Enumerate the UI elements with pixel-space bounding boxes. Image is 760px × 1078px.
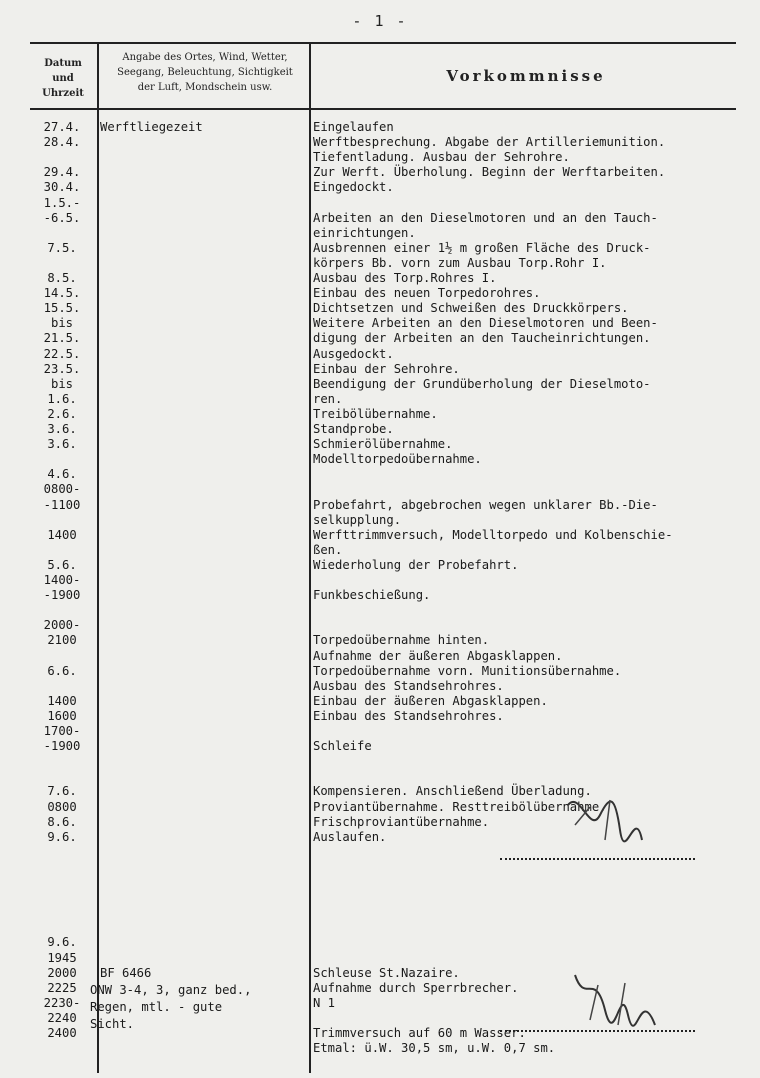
header-date-line-3: Uhrzeit (42, 88, 84, 99)
event-entry: Aufnahme durch Sperrbrecher. (313, 980, 519, 995)
event-entry: Werfttrimmversuch, Modelltorpedo und Kolbenschie- (313, 527, 673, 542)
event-entry: Torpedoübernahme vorn. Munitionsübernahme. (313, 663, 622, 678)
column-divider-2 (309, 43, 311, 1073)
date-entry: 1600 (47, 708, 77, 723)
event-entry: Torpedoübernahme hinten. (313, 633, 490, 648)
event-entry: Eingedockt. (313, 180, 394, 195)
event-entry: Standprobe. (313, 422, 394, 436)
event-entry: Einbau der Sehrohre. (313, 361, 460, 376)
date-entry: -1900 (43, 739, 81, 754)
header-place-line-1: Angabe des Ortes, Wind, Wetter, (122, 52, 288, 63)
header-date-time (34, 56, 92, 101)
date-entry: 6.6. (47, 663, 77, 678)
event-entry: ßen. (313, 542, 343, 557)
date-entry: 1.5.- (43, 195, 81, 210)
date-entry: 23.5. (43, 361, 81, 376)
date-entry: bis (50, 316, 73, 331)
date-entry: 9.6. (47, 935, 77, 950)
date-entry: 5.6. (47, 557, 77, 572)
event-entry: Trimmversuch auf 60 m Wasser. (313, 1026, 526, 1040)
date-entry: 2230- (43, 995, 81, 1010)
event-entry: Frischproviantübernahme. (313, 814, 490, 829)
date-entry: 0800 (47, 799, 77, 814)
date-entry: 1400 (47, 693, 77, 708)
date-entry: 1700- (43, 724, 81, 738)
date-entry: 1.6. (47, 391, 77, 406)
event-entry: Einbau des neuen Torpedorohres. (313, 286, 541, 301)
date-entry: 1400- (43, 573, 81, 587)
date-entry: bis (50, 376, 73, 391)
header-place-line-2: Seegang, Beleuchtung, Sichtigkeit (117, 67, 293, 78)
event-entry: Probefahrt, abgebrochen wegen unklarer Bb.-Die- (313, 497, 658, 512)
event-entry: Tiefentladung. Ausbau der Sehrohre. (313, 150, 570, 165)
date-entry: -1100 (43, 497, 81, 512)
date-entry: 8.5. (47, 271, 77, 285)
event-entry: Ausbau des Standsehrohres. (313, 678, 504, 693)
event-entry: Ausgedockt. (313, 346, 394, 361)
event-entry: Beendigung der Grundüberholung der Dieselmoto- (313, 376, 651, 391)
event-entry: Modelltorpedoübernahme. (313, 452, 482, 467)
event-entry: Treibölübernahme. (313, 406, 438, 421)
date-entry: 2000- (43, 618, 81, 633)
place-entry-shipyard: Werftliegezeit (100, 120, 203, 134)
signature-mark-1 (560, 785, 650, 855)
header-top-rule (30, 42, 736, 44)
event-entry: N 1 (313, 995, 336, 1010)
event-entry: Einbau des Standsehrohres. (313, 708, 504, 723)
event-entry: digung der Arbeiten an den Taucheinrichtungen. (313, 331, 651, 346)
event-entry: Ausbau des Torp.Rohres I. (313, 271, 497, 285)
date-entry: 2000 (47, 965, 77, 980)
place-entry-weather-2: Regen, mtl. - gute (90, 1000, 223, 1014)
event-entry: Proviantübernahme. Resttreibölübernahme. (313, 799, 607, 814)
date-entry: 30.4. (43, 180, 81, 195)
date-entry: 21.5. (43, 331, 81, 346)
event-entry: Ausbrennen einer 1½ m großen Fläche des Druck- (313, 240, 651, 255)
date-entry: 0800- (43, 482, 81, 497)
header-date-line-2: und (52, 73, 74, 84)
date-entry: 14.5. (43, 286, 81, 301)
date-entry: 8.6. (47, 814, 77, 829)
event-entry: Werftbesprechung. Abgabe der Artilleriemunition. (313, 135, 666, 150)
signature-mark-2 (570, 965, 660, 1035)
date-entry: 29.4. (43, 165, 81, 180)
event-entry: Auslaufen. (313, 829, 387, 844)
date-entry: 2100 (47, 633, 77, 648)
date-entry: 2.6. (47, 406, 77, 421)
place-entry-weather: ONW 3-4, 3, ganz bed., (90, 983, 252, 997)
event-entry: Schleuse St.Nazaire. (313, 965, 460, 980)
date-entry: 27.4. (43, 120, 81, 134)
event-entry: Funkbeschießung. (313, 588, 431, 603)
event-entry: Zur Werft. Überholung. Beginn der Werftarbeiten. (313, 165, 666, 180)
date-entry: 1400 (47, 527, 77, 542)
date-entry: 2240 (47, 1010, 77, 1025)
event-entry: selkupplung. (313, 512, 402, 527)
date-entry: 2225 (47, 980, 77, 995)
header-place-weather (102, 50, 308, 95)
date-entry: 4.6. (47, 467, 77, 482)
event-entry: Einbau der äußeren Abgasklappen. (313, 693, 548, 708)
header-events: Vorkommnisse (446, 67, 606, 85)
event-entry: Weitere Arbeiten an den Dieselmotoren und Been- (313, 316, 658, 331)
event-entry: Dichtsetzen und Schweißen des Druckkörpers. (313, 301, 629, 316)
event-entry: Eingelaufen (313, 120, 394, 134)
date-entry: 7.6. (47, 784, 77, 799)
event-entry: Etmal: ü.W. 30,5 sm, u.W. 0,7 sm. (313, 1041, 556, 1056)
date-entry: 2400 (47, 1026, 77, 1040)
place-entry-position: BF 6466 (100, 966, 152, 980)
date-entry: 28.4. (43, 135, 81, 150)
header-place-line-3: der Luft, Mondschein usw. (137, 82, 273, 93)
place-entry-weather-3: Sicht. (90, 1017, 135, 1031)
event-entry: Aufnahme der äußeren Abgasklappen. (313, 648, 563, 663)
event-entry: Kompensieren. Anschließend Überladung. (313, 784, 592, 799)
date-entry: 7.5. (47, 240, 77, 255)
date-entry: 3.6. (47, 422, 77, 436)
date-entry: 9.6. (47, 829, 77, 844)
page-number: - 1 - (352, 12, 408, 30)
header-date-line-1: Datum (44, 58, 82, 69)
event-entry: Schleife (313, 739, 372, 754)
event-entry: körpers Bb. vorn zum Ausbau Torp.Rohr I. (313, 255, 607, 270)
date-entry: 3.6. (47, 437, 77, 452)
date-entry: -1900 (43, 588, 81, 603)
event-entry: Arbeiten an den Dieselmotoren und an den Tauch- (313, 210, 658, 225)
signature-line-1 (500, 858, 695, 860)
event-entry: einrichtungen. (313, 225, 416, 240)
event-entry: Schmierölübernahme. (313, 437, 453, 452)
date-entry: 1945 (47, 950, 77, 965)
date-entry: 22.5. (43, 346, 81, 361)
event-entry: ren. (313, 391, 343, 406)
date-entry: 15.5. (43, 301, 81, 316)
event-entry: Wiederholung der Probefahrt. (313, 557, 519, 572)
column-divider-1 (97, 43, 99, 1073)
header-bottom-rule (30, 108, 736, 110)
date-entry: -6.5. (43, 210, 81, 225)
